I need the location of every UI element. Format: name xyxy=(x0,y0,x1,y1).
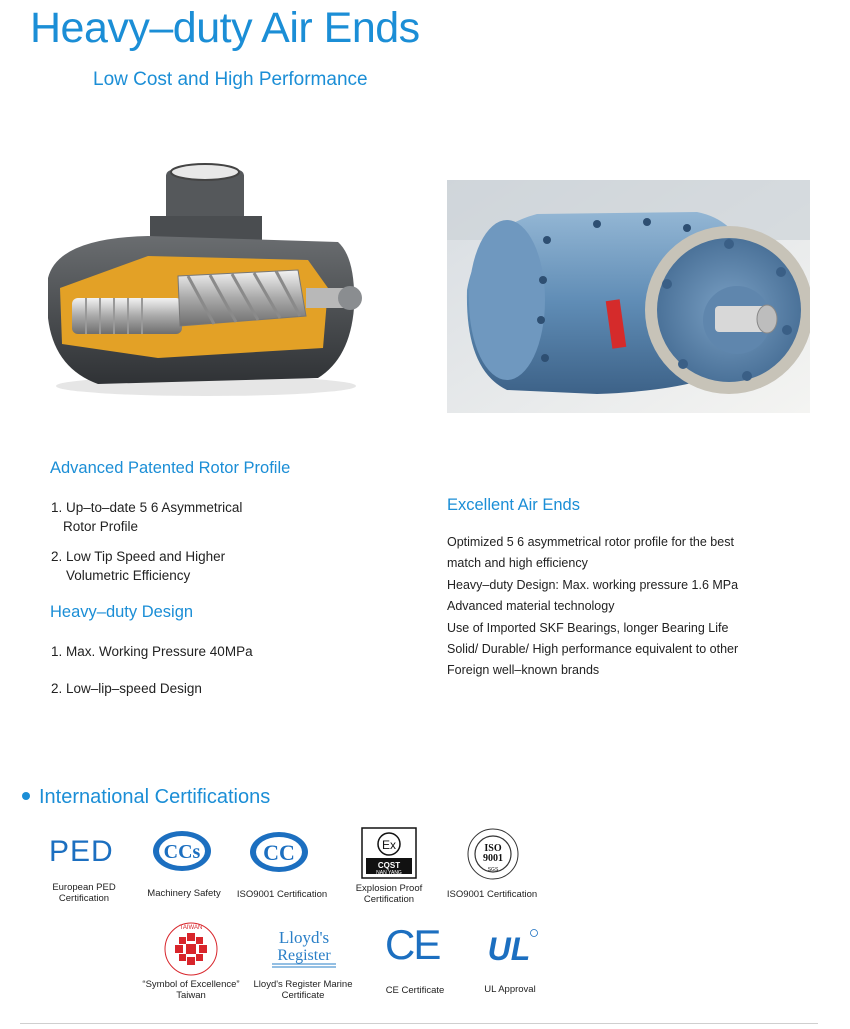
description-line: match and high efficiency xyxy=(447,556,588,571)
list-item-line: 2. Low Tip Speed and Higher xyxy=(51,549,226,564)
description-line: Foreign well–known brands xyxy=(447,663,600,678)
cqst-logo-text: CQST xyxy=(377,861,401,870)
cc-caption: ISO9001 Certification xyxy=(236,889,328,900)
list-item xyxy=(51,498,242,536)
list-item xyxy=(51,547,225,585)
ccs-logo xyxy=(151,828,213,874)
nanyang-logo-text: NAN YANG xyxy=(376,870,402,876)
taiwan-logo-text: TAIWAN xyxy=(179,925,203,931)
ccs-caption: Machinery Safety xyxy=(147,888,221,899)
lloyds-register-logo xyxy=(268,926,340,970)
caption-line: European PED xyxy=(52,882,116,893)
list-item-line: Rotor Profile xyxy=(63,519,139,534)
caption-line: Certification xyxy=(363,894,415,905)
cc-logo-text: CC xyxy=(263,840,295,865)
page-subtitle: Low Cost and High Performance xyxy=(93,69,368,90)
iso-logo-text: ISO xyxy=(484,843,502,854)
lloyds-logo-text: Lloyd's xyxy=(278,928,330,947)
excellent-air-ends-description xyxy=(447,532,807,682)
description-line: Use of Imported SKF Bearings, longer Bearing Life xyxy=(447,620,729,635)
iso-9001-logo-text: 9001 xyxy=(483,853,503,864)
description-line: Solid/ Durable/ High performance equivalent to other xyxy=(447,642,739,657)
description-line: Heavy–duty Design: Max. working pressure 1.6 MPa xyxy=(447,577,739,592)
caption-line: Certificate xyxy=(281,990,325,1001)
iso9001-sgs-logo xyxy=(466,827,520,881)
ul-caption: UL Approval xyxy=(484,984,536,995)
ce-logo: CE xyxy=(385,921,440,968)
lloyds-caption xyxy=(246,979,360,1001)
taiwan-excellence-logo xyxy=(163,921,219,977)
explosion-proof-logo xyxy=(361,827,417,879)
blue-air-end-photo xyxy=(447,180,810,413)
caption-line: Lloyd's Register Marine xyxy=(253,979,353,990)
description-line: Advanced material technology xyxy=(447,599,615,614)
page-title: Heavy–duty Air Ends xyxy=(30,4,420,52)
list-item: 1. Max. Working Pressure 40MPa xyxy=(51,644,253,659)
ccs-logo-text: CCs xyxy=(163,841,201,863)
ex-logo-text: Ex xyxy=(381,838,397,852)
ped-logo: PED xyxy=(49,835,114,868)
iso9001-caption: ISO9001 Certification xyxy=(446,889,538,900)
caption-line: Certification xyxy=(58,893,110,904)
caption-line: Taiwan xyxy=(176,990,206,1001)
cc-logo xyxy=(248,830,310,874)
ped-caption xyxy=(34,882,134,904)
caption-line: Explosion Proof xyxy=(355,883,423,894)
bullet-icon xyxy=(22,792,30,800)
certifications-heading xyxy=(22,786,270,809)
list-item: 2. Low–lip–speed Design xyxy=(51,681,202,696)
excellent-air-ends-heading: Excellent Air Ends xyxy=(447,496,580,514)
cutaway-air-end-image xyxy=(38,158,374,398)
sgs-logo-text: SGS xyxy=(487,867,499,873)
taiwan-caption xyxy=(136,979,246,1001)
caption-line: “Symbol of Excellence” xyxy=(142,979,240,990)
certifications-heading-text: International Certifications xyxy=(39,786,271,808)
ce-caption: CE Certificate xyxy=(385,985,445,996)
description-line: Optimized 5 6 asymmetrical rotor profile for the best xyxy=(447,535,734,549)
register-logo-text: Register xyxy=(277,947,331,964)
rotor-profile-heading: Advanced Patented Rotor Profile xyxy=(50,459,291,477)
heavy-duty-heading: Heavy–duty Design xyxy=(50,603,194,621)
list-item-line: 1. Up–to–date 5 6 Asymmetrical xyxy=(51,500,243,515)
ul-logo xyxy=(485,928,541,968)
explosion-proof-caption xyxy=(339,883,439,905)
bottom-divider xyxy=(20,1023,818,1024)
ul-logo-text: UL xyxy=(487,931,531,967)
list-item-line: Volumetric Efficiency xyxy=(66,568,191,583)
